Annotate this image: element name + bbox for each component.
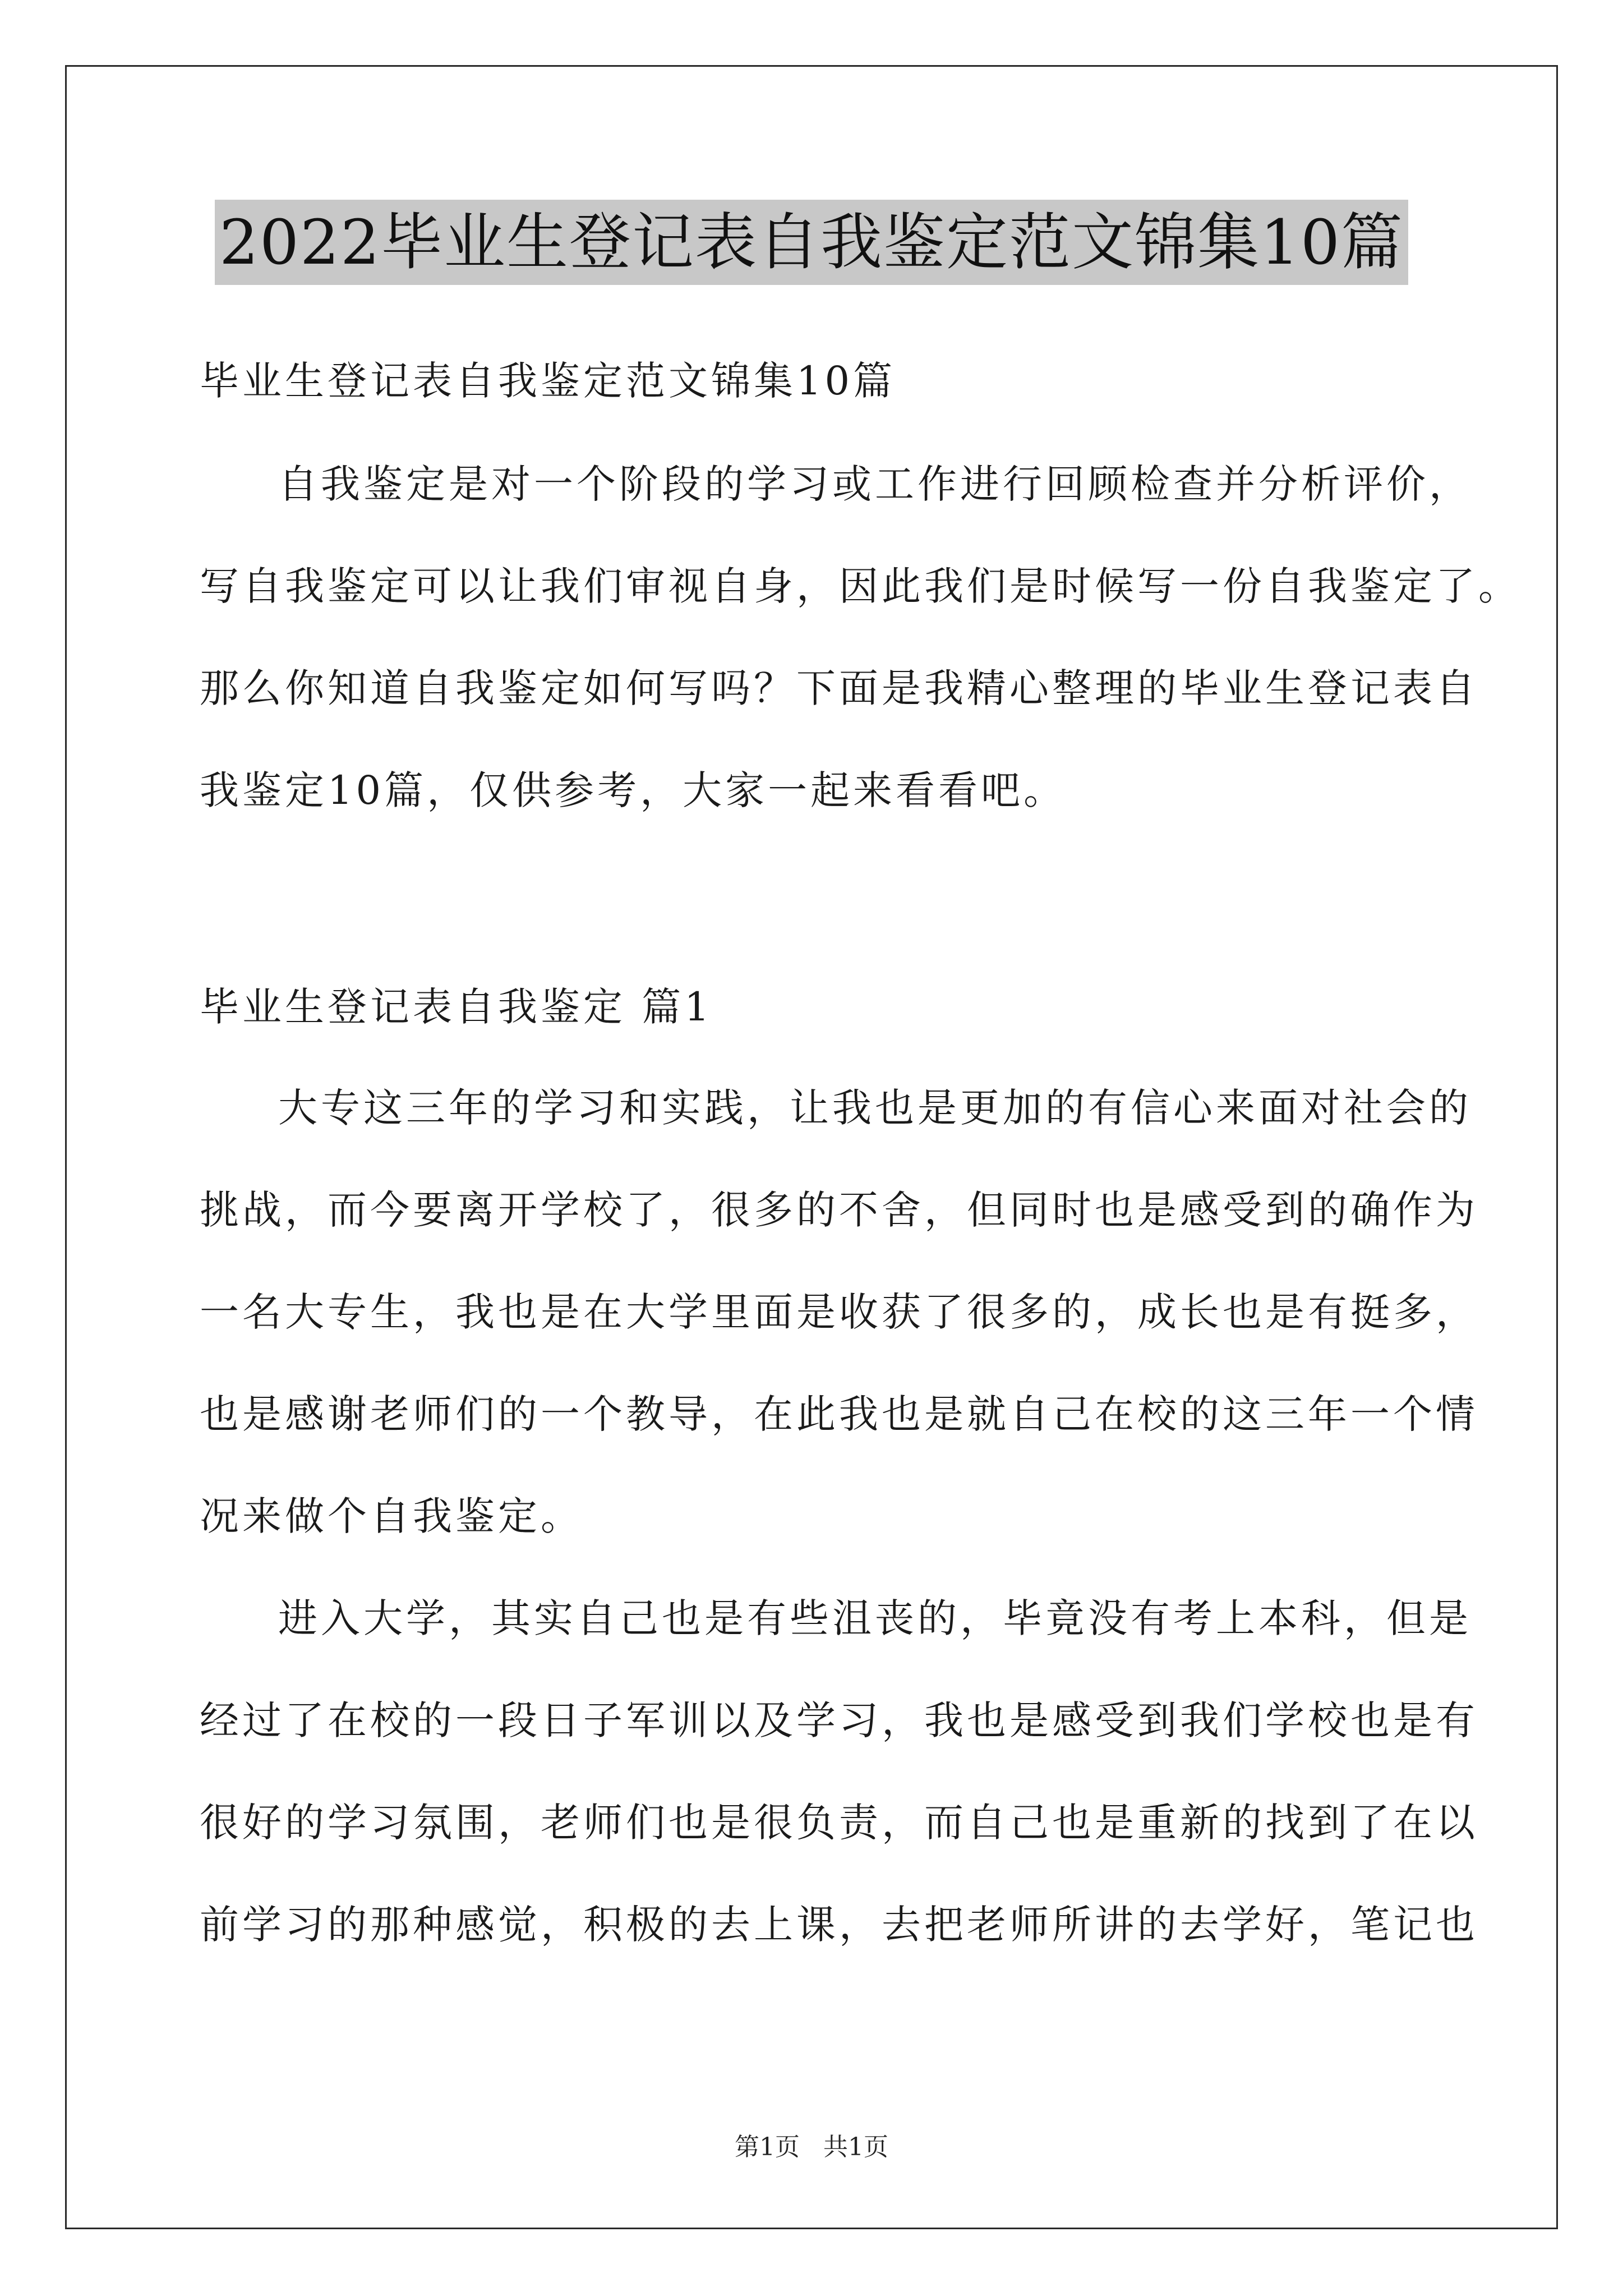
section-heading: 毕业生登记表自我鉴定 篇1 bbox=[200, 984, 713, 1030]
paragraph-line: 大专这三年的学习和实践，让我也是更加的有信心来面对社会的 bbox=[278, 1085, 1472, 1131]
paragraph-line: 经过了在校的一段日子军训以及学习，我也是感受到我们学校也是有 bbox=[200, 1697, 1478, 1743]
page-total: 共1页 bbox=[823, 2133, 888, 2161]
intro-line: 写自我鉴定可以让我们审视自身，因此我们是时候写一份自我鉴定了。 bbox=[200, 563, 1521, 609]
document-title: 2022毕业生登记表自我鉴定范文锦集10篇 bbox=[215, 200, 1408, 285]
title-container bbox=[0, 200, 1623, 285]
page-footer bbox=[0, 2132, 1623, 2163]
intro-line: 我鉴定10篇，仅供参考，大家一起来看看吧。 bbox=[200, 767, 1067, 813]
page-number: 第1页 bbox=[735, 2133, 800, 2161]
intro-line: 自我鉴定是对一个阶段的学习或工作进行回顾检查并分析评价， bbox=[278, 461, 1472, 507]
intro-line: 那么你知道自我鉴定如何写吗？下面是我精心整理的毕业生登记表自 bbox=[200, 665, 1478, 711]
paragraph-line: 前学习的那种感觉，积极的去上课，去把老师所讲的去学好，笔记也 bbox=[200, 1902, 1478, 1948]
paragraph-line: 很好的学习氛围，老师们也是很负责，而自己也是重新的找到了在以 bbox=[200, 1800, 1478, 1846]
paragraph-line: 也是感谢老师们的一个教导，在此我也是就自己在校的这三年一个情 bbox=[200, 1391, 1478, 1437]
paragraph-line: 一名大专生，我也是在大学里面是收获了很多的，成长也是有挺多， bbox=[200, 1289, 1478, 1335]
paragraph-line: 况来做个自我鉴定。 bbox=[200, 1493, 583, 1539]
paragraph-line: 挑战，而今要离开学校了，很多的不舍，但同时也是感受到的确作为 bbox=[200, 1187, 1478, 1233]
document-subtitle: 毕业生登记表自我鉴定范文锦集10篇 bbox=[200, 358, 896, 404]
paragraph-line: 进入大学，其实自己也是有些沮丧的，毕竟没有考上本科，但是 bbox=[278, 1595, 1472, 1641]
